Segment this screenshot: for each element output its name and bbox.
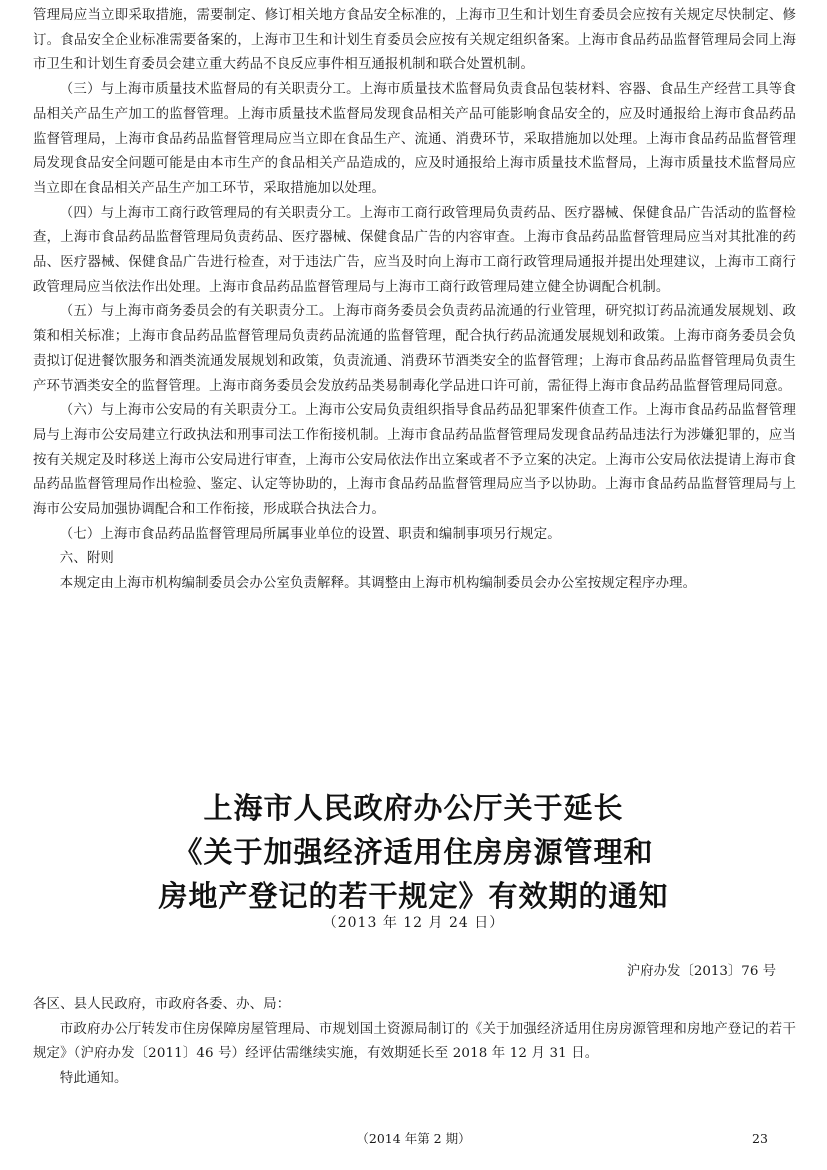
paragraph-affiliated-units: （七）上海市食品药品监督管理局所属事业单位的设置、职责和编制事项另行规定。	[59, 526, 561, 542]
notice-body	[33, 993, 796, 1092]
paragraph-interpretation: 本规定由上海市机构编制委员会办公室负责解释。其调整由上海市机构编制委员会办公室按规定程序办理。	[59, 576, 697, 592]
notice-closing: 特此通知。	[59, 1071, 128, 1087]
paragraph-continued: 管理局应当立即采取措施，需要制定、修订相关地方食品安全标准的，上海市卫生和计划生育委员会应按有关规定尽快制定、修订。食品安全企业标准需要备案的，上海市卫生和计划生育委员会应按有关规定组织备案。上海市食品药品监督管理局会同上海市卫生和计划生育委员会建立重大药品不良反应事件相互通报机制和联合处置机制。	[33, 8, 796, 73]
paragraph-commerce-commission: （五）与上海市商务委员会的有关职责分工。上海市商务委员会负责药品流通的行业管理，研究拟订药品流通发展规划、政策和相关标准；上海市食品药品监督管理局负责药品流通的监督管理，配合执行药品流通发展规划和政策。上海市商务委员会负责拟订促进餐饮服务和酒类流通发展规划和政策，负责流通、消费环节酒类安全的监督管理；上海市食品药品监督管理局负责生产环节酒类安全的监督管理。上海市商务委员会发放药品类易制毒化学品进口许可前，需征得上海市食品药品监督管理局同意。	[33, 304, 796, 394]
notice-title-line-3: 房地产登记的若干规定》有效期的通知	[158, 879, 669, 913]
section-heading-supplementary: 六、附则	[59, 551, 114, 567]
paragraph-quality-supervision: （三）与上海市质量技术监督局的有关职责分工。上海市质量技术监督局负责食品包装材料、容器、食品生产经营工具等食品相关产品生产加工的监督管理。上海市质量技术监督局发现食品相关产品可能影响食品安全的，应及时通报给上海市食品药品监督管理局，上海市食品药品监督管理局应当立即在食品生产、流通、消费环节，采取措施加以处理。上海市食品药品监督管理局发现食品安全问题可能是由本市生产的食品相关产品造成的，应及时通报给上海市质量技术监督局，上海市质量技术监督局应当立即在食品相关产品生产加工环节，采取措施加以处理。	[33, 82, 796, 196]
notice-date: （2013 年 12 月 24 日）	[322, 915, 505, 931]
footer-issue: （2014 年第 2 期）	[356, 1131, 471, 1146]
notice-addressee: 各区、县人民政府，市政府各委、办、局：	[33, 997, 291, 1012]
notice-title-line-2: 《关于加强经济适用住房房源管理和	[173, 835, 654, 869]
continued-regulation-text	[33, 4, 796, 597]
paragraph-public-security: （六）与上海市公安局的有关职责分工。上海市公安局负责组织指导食品药品犯罪案件侦查工作。上海市食品药品监督管理局与上海市公安局建立行政执法和刑事司法工作衔接机制。上海市食品药品监督管理局发现食品药品违法行为涉嫌犯罪的，应当按有关规定及时移送上海市公安局进行审查，上海市公安局依法作出立案或者不予立案的决定。上海市公安局依法提请上海市食品药品监督管理局作出检验、鉴定、认定等协助的，上海市食品药品监督管理局应当予以协助。上海市食品药品监督管理局与上海市公安局加强协调配合和工作衔接，形成联合执法合力。	[33, 403, 796, 518]
notice-title-line-1: 上海市人民政府办公厅关于延长	[203, 791, 624, 825]
page-number: 23	[752, 1131, 768, 1146]
paragraph-industry-commerce: （四）与上海市工商行政管理局的有关职责分工。上海市工商行政管理局负责药品、医疗器械、保健食品广告活动的监督检查，上海市食品药品监督管理局负责药品、医疗器械、保健食品广告的内容审查。上海市食品药品监督管理局应当对其批准的药品、医疗器械、保健食品广告进行检查，对于违法广告，应当及时向上海市工商行政管理局通报并提出处理建议，上海市工商行政管理局应当依法作出处理。上海市食品药品监督管理局与上海市工商行政管理局建立健全协调配合机制。	[33, 205, 796, 295]
notice-main-paragraph: 市政府办公厅转发市住房保障房屋管理局、市规划国土资源局制订的《关于加强经济适用住房房源管理和房地产登记的若干规定》（沪府办发〔2011〕46 号）经评估需继续实施，有效期延长至 2018 年 12 月 31 日。	[33, 1021, 796, 1062]
document-number: 沪府办发〔2013〕76 号	[626, 964, 776, 979]
notice-title	[60, 786, 767, 918]
